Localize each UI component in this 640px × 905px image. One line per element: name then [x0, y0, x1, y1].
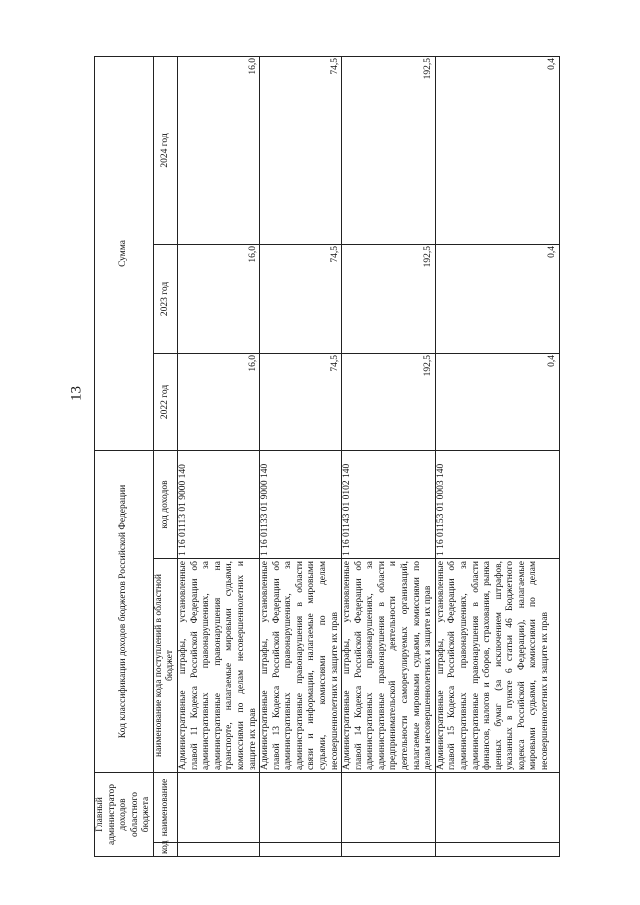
cell-value-2023: 0,4	[435, 244, 559, 353]
header-year-2022: 2022 год	[153, 353, 177, 450]
header-revenue-name: наименование кода поступлений в областной бюджет	[153, 559, 177, 773]
cell-admin-name	[260, 773, 342, 843]
cell-admin-name	[435, 773, 559, 843]
cell-description: Административные штрафы, установленные главой 13 Кодекса Российской Федерации об административных правонарушениях, за административные правонарушения в области связи и информации, налагаемые мировыми судьями, комиссиями по делам несовершеннолетних и защите их прав	[260, 559, 342, 773]
table-row	[178, 56, 260, 856]
cell-admin-code	[342, 843, 436, 857]
table-row	[435, 56, 559, 856]
revenue-table	[94, 56, 560, 857]
header-classification-group: Код классификации доходов бюджетов Российской Федерации	[95, 450, 154, 772]
header-admin-name: наименование	[153, 773, 177, 843]
header-year-2024: 2024 год	[153, 56, 177, 244]
header-sum-group: Сумма	[95, 56, 154, 450]
cell-revenue-code: 1 16 01153 01 0003 140	[435, 450, 559, 558]
cell-value-2023: 16,0	[178, 244, 260, 353]
table-row	[342, 56, 436, 856]
header-row-1	[95, 56, 154, 856]
cell-value-2022: 0,4	[435, 353, 559, 450]
header-admin-group: Главный администратор доходов областного бюджета	[95, 773, 154, 857]
cell-value-2024: 16,0	[178, 56, 260, 244]
cell-value-2022: 16,0	[178, 353, 260, 450]
cell-admin-code	[260, 843, 342, 857]
cell-revenue-code: 1 16 01143 01 0102 140	[342, 450, 436, 558]
cell-description: Административные штрафы, установленные главой 14 Кодекса Российской Федерации об административных правонарушениях, за административные правонарушения в области предпринимательской деятельности и деятельности саморегулируемых организаций, налагаемые мировыми судьями, комиссиями по делам несовершеннолетних и защите их прав	[342, 559, 436, 773]
header-row-2	[153, 56, 177, 856]
cell-value-2024: 74,5	[260, 56, 342, 244]
cell-description: Административные штрафы, установленные главой 11 Кодекса Российской Федерации об административных правонарушениях, за административные правонарушения на транспорте, налагаемые мировыми судьями, комиссиями по делам несовершеннолетних и защите их прав	[178, 559, 260, 773]
cell-value-2024: 192,5	[342, 56, 436, 244]
cell-admin-code	[178, 843, 260, 857]
cell-admin-name	[342, 773, 436, 843]
cell-value-2023: 192,5	[342, 244, 436, 353]
cell-value-2023: 74,5	[260, 244, 342, 353]
cell-admin-code	[435, 843, 559, 857]
cell-admin-name	[178, 773, 260, 843]
cell-value-2024: 0,4	[435, 56, 559, 244]
rotated-table-wrapper	[94, 57, 558, 857]
cell-revenue-code: 1 16 01113 01 9000 140	[178, 450, 260, 558]
header-revenue-code: код доходов	[153, 450, 177, 558]
header-year-2023: 2023 год	[153, 244, 177, 353]
table-row	[260, 56, 342, 856]
cell-description: Административные штрафы, установленные главой 15 Кодекса Российской Федерации об административных правонарушениях, за административные правонарушения в области финансов, налогов и сборов, страхования, рынка ценных бумаг (за исключением штрафов, указанных в пункте 6 статьи 46 Бюджетного кодекса Российской Федерации), налагаемые мировыми судьями, комиссиями по делам несовершеннолетних и защите их прав	[435, 559, 559, 773]
cell-revenue-code: 1 16 01133 01 9000 140	[260, 450, 342, 558]
header-admin-code: код	[153, 843, 177, 857]
page-number: 13	[68, 386, 85, 401]
cell-value-2022: 192,5	[342, 353, 436, 450]
cell-value-2022: 74,5	[260, 353, 342, 450]
